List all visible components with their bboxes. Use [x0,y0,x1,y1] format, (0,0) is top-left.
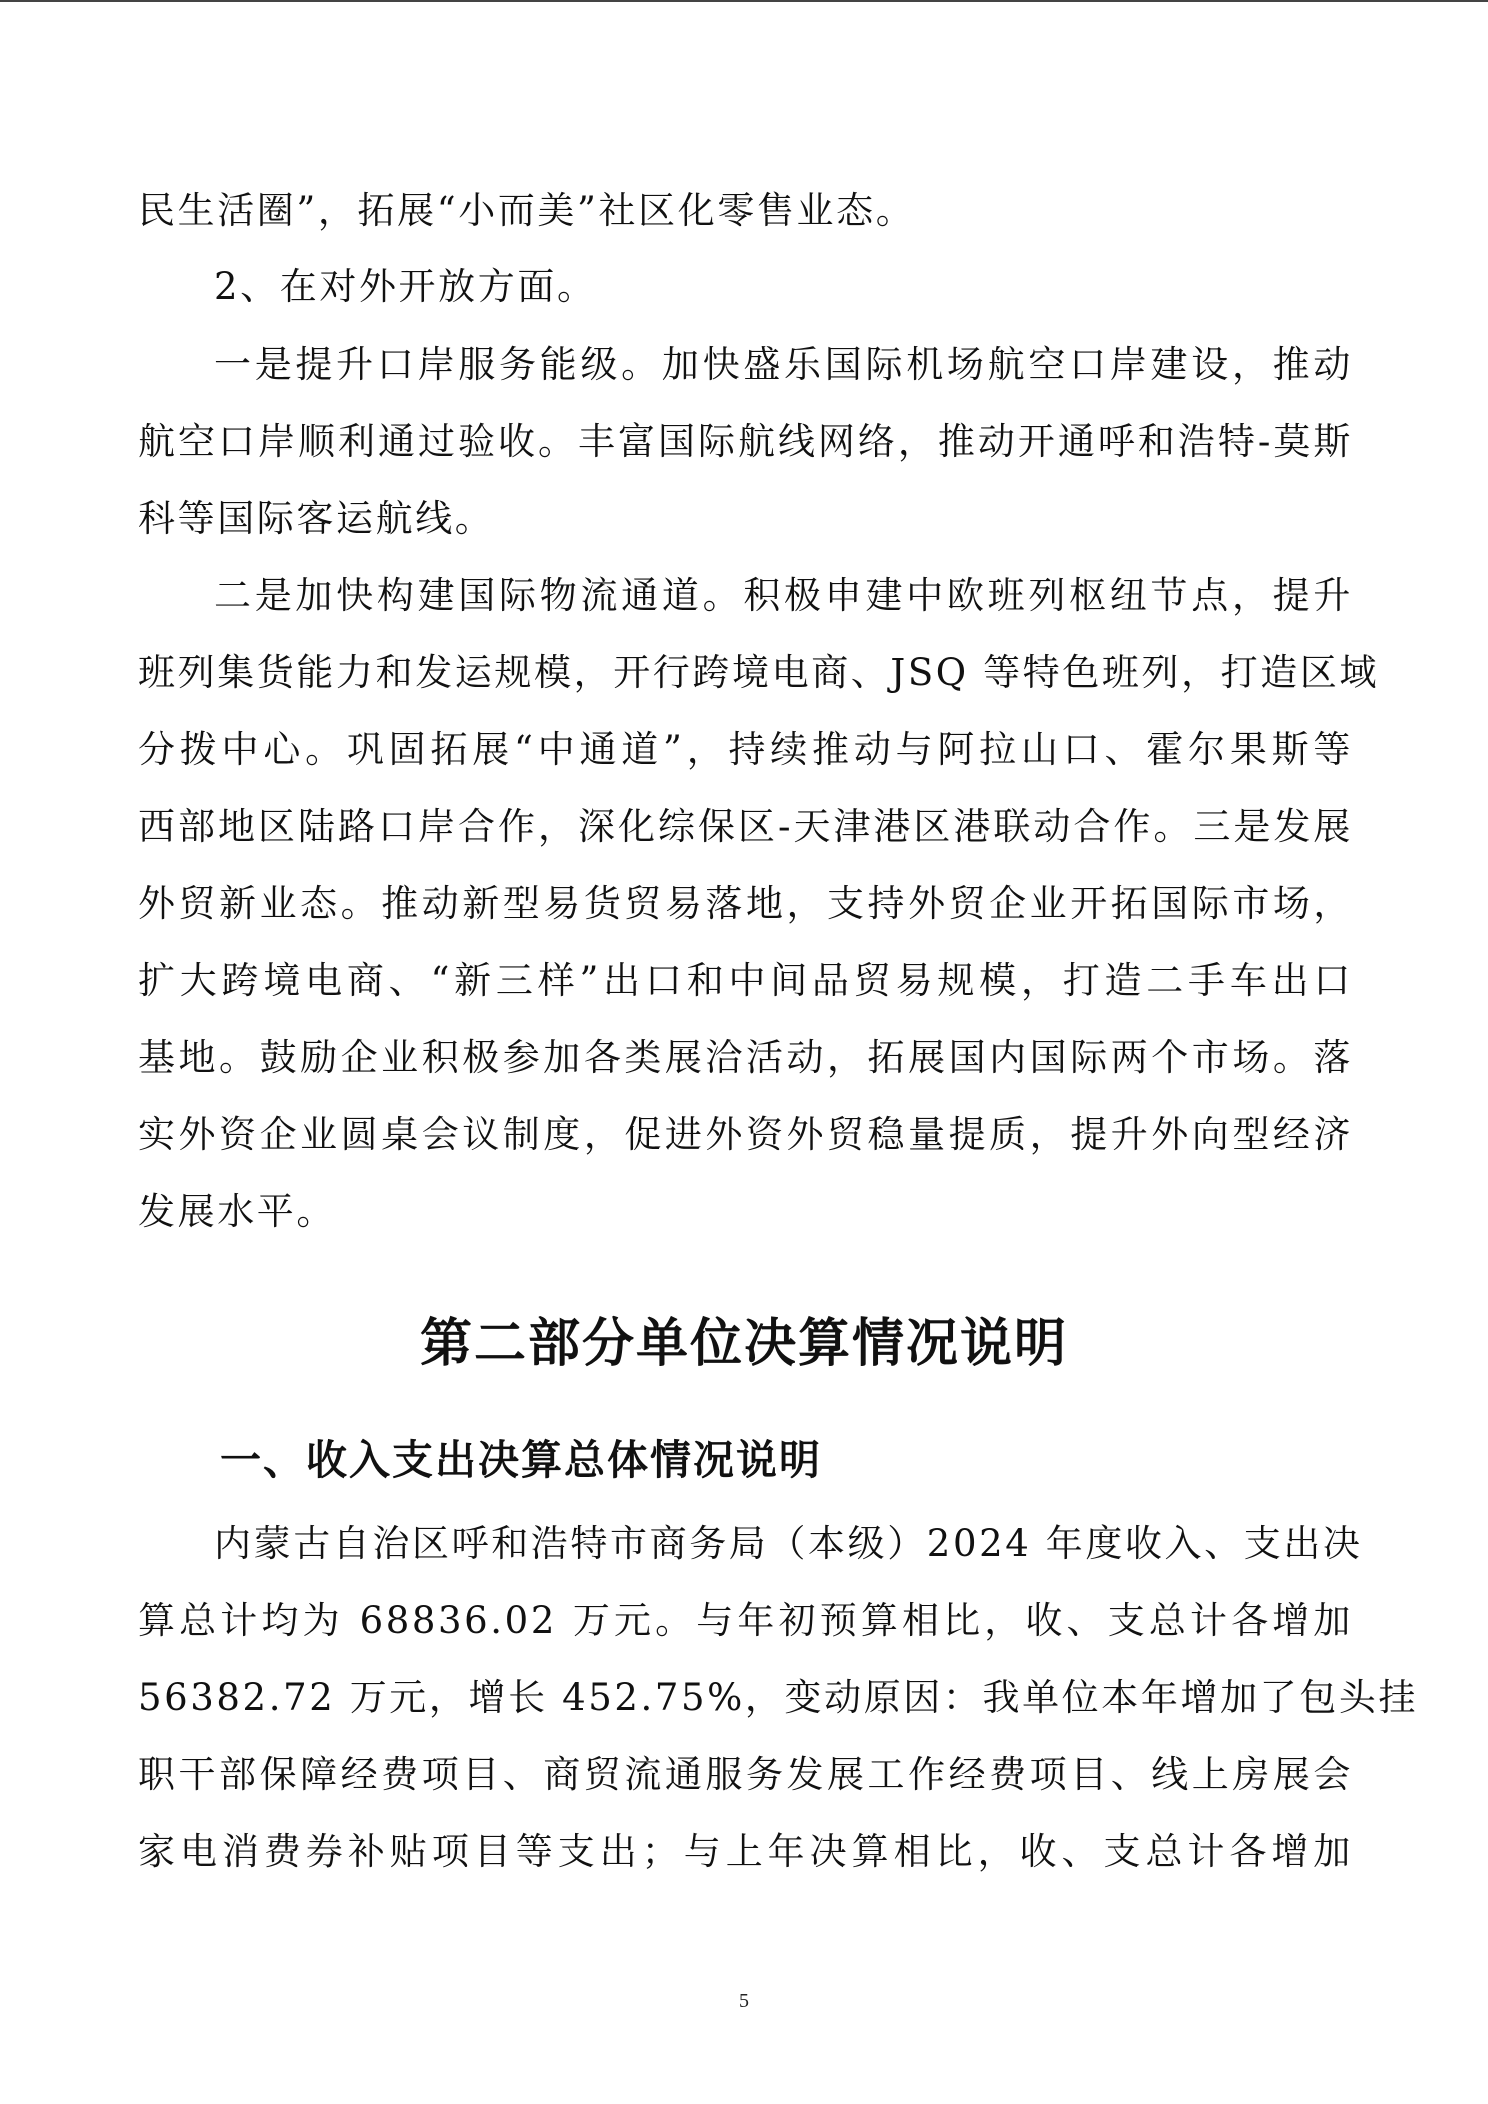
paragraph-line: 56382.72 万元，增长 452.75%，变动原因：我单位本年增加了包头挂 [138,1676,1419,1719]
paragraph-line: 内蒙古自治区呼和浩特市商务局（本级）2024 年度收入、支出决 [214,1522,1363,1565]
paragraph-line: 分拨中心。巩固拓展“中通道”，持续推动与阿拉山口、霍尔果斯等 [138,728,1353,771]
paragraph-line: 扩大跨境电商、“新三样”出口和中间品贸易规模，打造二手车出口 [138,959,1353,1002]
paragraph-line: 基地。鼓励企业积极参加各类展洽活动，拓展国内国际两个市场。落 [138,1036,1353,1079]
paragraph-line: 航空口岸顺利通过验收。丰富国际航线网络，推动开通呼和浩特-莫斯 [138,420,1353,463]
paragraph-line: 外贸新业态。推动新型易货贸易落地，支持外贸企业开拓国际市场， [138,882,1353,925]
top-border [0,0,1488,2]
part-title: 第二部分单位决算情况说明 [419,1314,1068,1374]
paragraph-line: 算总计均为 68836.02 万元。与年初预算相比，收、支总计各增加 [138,1599,1353,1642]
paragraph-line: 西部地区陆路口岸合作，深化综保区-天津港区港联动合作。三是发展 [138,805,1353,848]
paragraph-line: 民生活圈”，拓展“小而美”社区化零售业态。 [138,189,916,232]
paragraph-line: 2、在对外开放方面。 [214,265,597,308]
paragraph-line: 家电消费券补贴项目等支出；与上年决算相比，收、支总计各增加 [138,1830,1353,1873]
paragraph-line: 实外资企业圆桌会议制度，促进外资外贸稳量提质，提升外向型经济 [138,1113,1353,1156]
page-number: 5 [739,1990,749,2012]
paragraph-line: 班列集货能力和发运规模，开行跨境电商、JSQ 等特色班列，打造区域 [138,651,1380,694]
paragraph-line: 职干部保障经费项目、商贸流通服务发展工作经费项目、线上房展会 [138,1753,1353,1796]
paragraph-line: 发展水平。 [138,1190,336,1233]
paragraph-line: 二是加快构建国际物流通道。积极申建中欧班列枢纽节点，提升 [214,574,1353,617]
paragraph-line: 科等国际客运航线。 [138,497,495,540]
paragraph-line: 一是提升口岸服务能级。加快盛乐国际机场航空口岸建设，推动 [214,343,1353,386]
section-heading: 一、收入支出决算总体情况说明 [220,1436,822,1484]
